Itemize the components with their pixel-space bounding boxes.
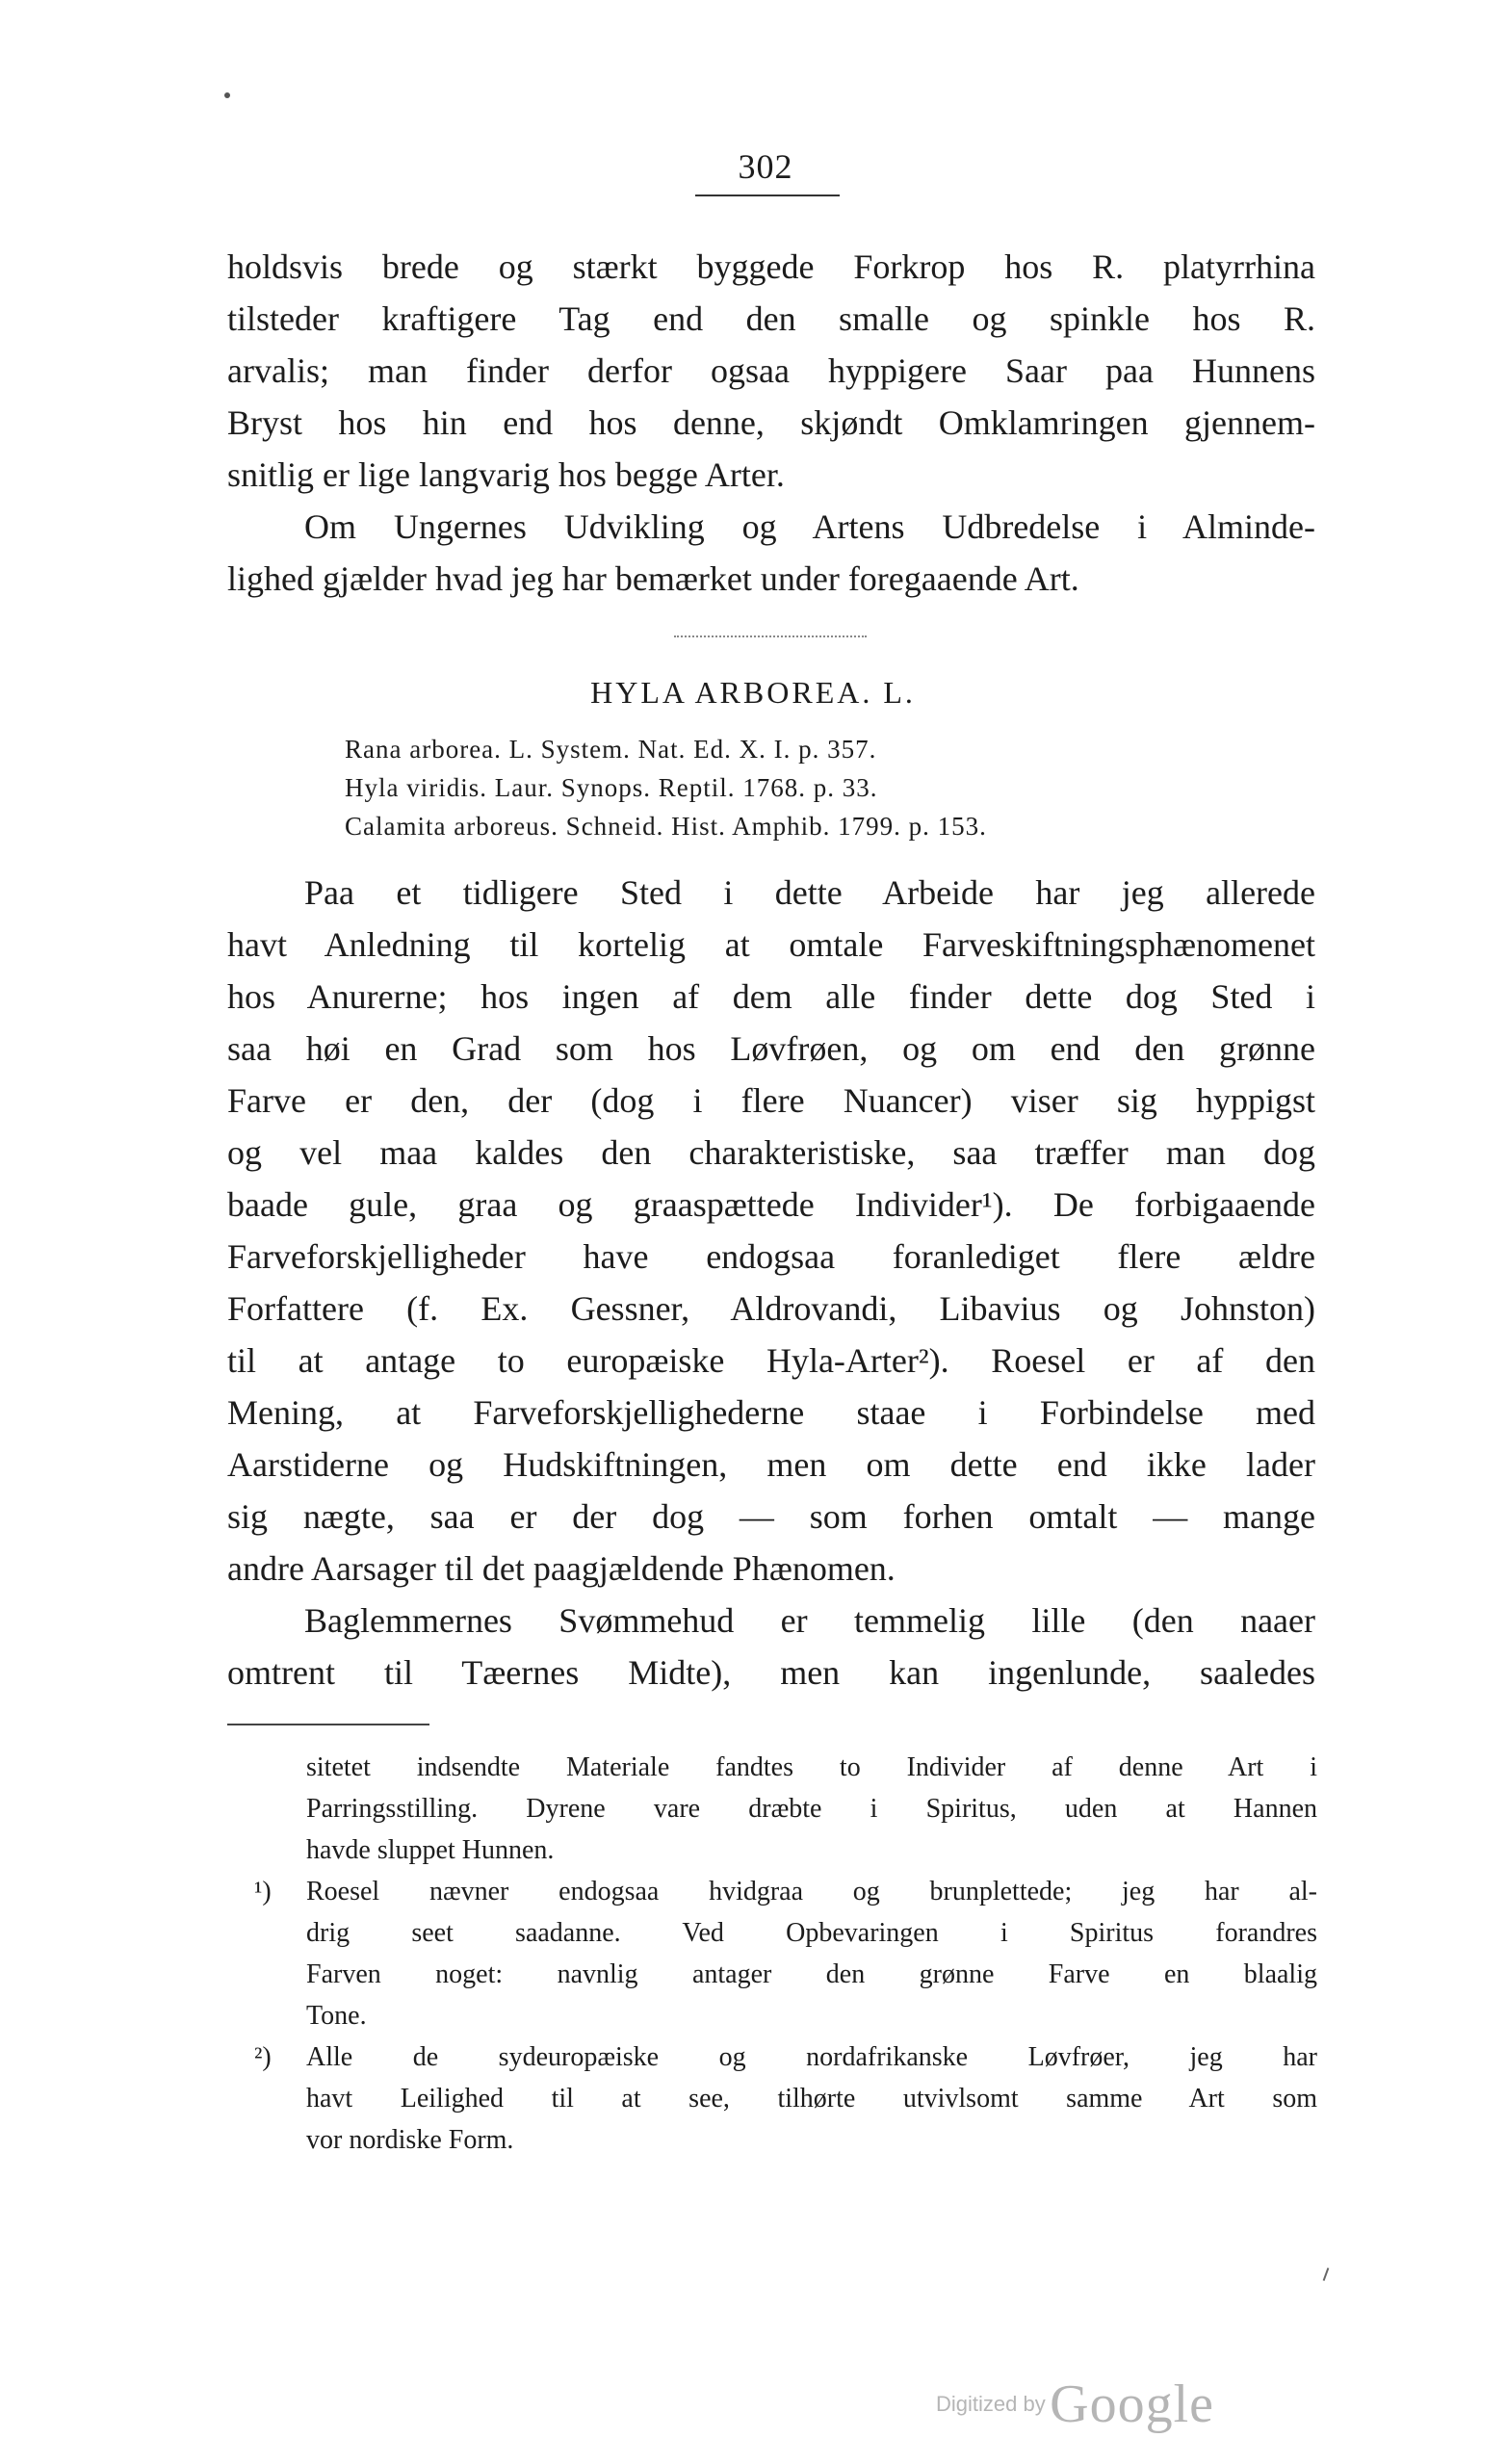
footnote-line: Tone. [306, 2001, 367, 2031]
synonym-line: Calamita arboreus. Schneid. Hist. Amphib. 1799. p. 153. [345, 812, 987, 841]
text-line: Farveforskjelligheder have endogsaa foranlediget flere ældre [227, 1237, 1315, 1276]
text-line: hos Anurerne; hos ingen af dem alle finder dette dog Sted i [227, 977, 1315, 1016]
watermark-prefix: Digitized by [936, 2392, 1046, 2416]
text-line: Om Ungernes Udvikling og Artens Udbredelse i Alminde- [304, 507, 1315, 546]
text-line: lighed gjælder hvad jeg har bemærket under foregaaende Art. [227, 559, 1079, 598]
google-logo: Google [1050, 2374, 1215, 2434]
text-line: Forfattere (f. Ex. Gessner, Aldrovandi, Libavius og Johnston) [227, 1289, 1315, 1328]
footnote-rule [227, 1724, 429, 1725]
text-line: tilsteder kraftigere Tag end den smalle og spinkle hos R. [227, 299, 1315, 338]
scan-dot [224, 92, 230, 98]
text-line: Paa et tidligere Sted i dette Arbeide har jeg allerede [304, 873, 1315, 912]
footnote-line: Roesel nævner endogsaa hvidgraa og brunplettede; jeg har al- [306, 1877, 1317, 1906]
synonym-line: Rana arborea. L. System. Nat. Ed. X. I. p. 357. [345, 735, 877, 764]
footnote-line: Farven noget: navnlig antager den grønne Farve en blaalig [306, 1959, 1317, 1989]
text-line: Bryst hos hin end hos denne, skjøndt Omklamringen gjennem- [227, 403, 1315, 442]
footnote-marker: ¹) [254, 1877, 272, 1906]
text-line: Farve er den, der (dog i flere Nuancer) viser sig hyppigst [227, 1081, 1315, 1120]
footnote-line: drig seet saadanne. Ved Opbevaringen i Spiritus forandres [306, 1918, 1317, 1948]
footnote-marker: ²) [254, 2042, 272, 2072]
text-line: saa høi en Grad som hos Løvfrøen, og om end den grønne [227, 1029, 1315, 1068]
digitized-watermark [936, 2373, 1214, 2435]
text-line: omtrent til Tæernes Midte), men kan ingenlunde, saaledes [227, 1653, 1315, 1692]
text-line: andre Aarsager til det paagjældende Phænomen. [227, 1549, 896, 1588]
text-line: arvalis; man finder derfor ogsaa hyppigere Saar paa Hunnens [227, 351, 1315, 390]
page-number: 302 [738, 147, 793, 186]
text-line: baade gule, graa og graaspættede Individer¹). De forbigaaende [227, 1185, 1315, 1224]
synonym-line: Hyla viridis. Laur. Synops. Reptil. 1768. p. 33. [345, 773, 878, 802]
text-line: Baglemmernes Svømmehud er temmelig lille (den naaer [304, 1601, 1315, 1640]
text-line: holdsvis brede og stærkt byggede Forkrop hos R. platyrrhina [227, 247, 1315, 286]
footnote-line: havde sluppet Hunnen. [306, 1835, 555, 1865]
text-line: havt Anledning til kortelig at omtale Farveskiftningsphænomenet [227, 925, 1315, 964]
footnote-line: havt Leilighed til at see, tilhørte utvivlsomt samme Art som [306, 2084, 1317, 2114]
text-line: til at antage to europæiske Hyla-Arter²). Roesel er af den [227, 1341, 1315, 1380]
footnote-line: vor nordiske Form. [306, 2125, 514, 2155]
page-number-rule [695, 195, 840, 196]
footnote-line: Parringsstilling. Dyrene vare dræbte i Spiritus, uden at Hannen [306, 1794, 1317, 1824]
text-line: Aarstiderne og Hudskiftningen, men om dette end ikke lader [227, 1445, 1315, 1484]
footnote-line: Alle de sydeuropæiske og nordafrikanske Løvfrøer, jeg har [306, 2042, 1317, 2072]
section-divider [674, 635, 867, 637]
scan-mark [1323, 2268, 1330, 2281]
text-line: snitlig er lige langvarig hos begge Arter. [227, 455, 785, 494]
section-title: HYLA ARBOREA. L. [590, 675, 916, 710]
text-line: og vel maa kaldes den charakteristiske, saa træffer man dog [227, 1133, 1315, 1172]
text-line: Mening, at Farveforskjellighederne staae i Forbindelse med [227, 1393, 1315, 1432]
text-line: sig nægte, saa er der dog — som forhen omtalt — mange [227, 1497, 1315, 1536]
footnote-line: sitetet indsendte Materiale fandtes to Individer af denne Art i [306, 1752, 1317, 1782]
